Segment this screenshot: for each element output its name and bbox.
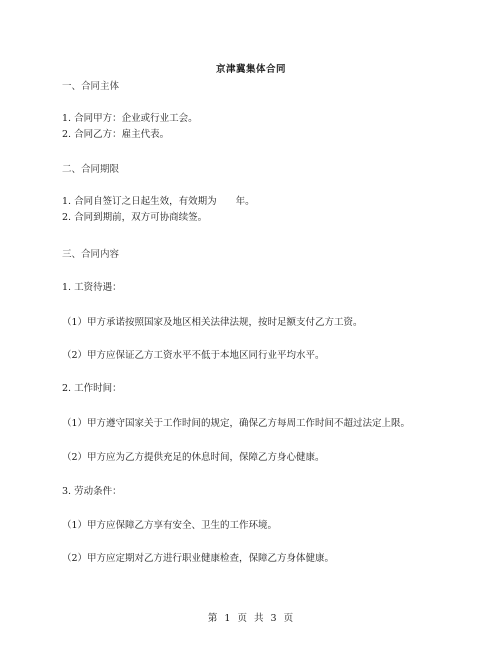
party-b-line: 2. 合同乙方：雇主代表。 (62, 129, 170, 140)
party-a-line: 1. 合同甲方：企业或行业工会。 (62, 113, 198, 124)
term-renewal-line: 2. 合同到期前，双方可协商续签。 (62, 212, 208, 223)
document-title: 京津冀集体合同 (215, 64, 286, 75)
working-hours-item-2: （2）甲方应为乙方提供充足的休息时间，保障乙方身心健康。 (62, 452, 325, 463)
term-validity-line: 1. 合同自签订之日起生效，有效期为 年。 (62, 196, 255, 207)
wages-heading: 1. 工资待遇： (62, 282, 122, 293)
page-number-footer: 第 1 页 共 3 页 (207, 613, 295, 624)
working-hours-item-1: （1）甲方遵守国家关于工作时间的规定，确保乙方每周工作时间不超过法定上限。 (62, 418, 411, 429)
section-heading-parties: 一、合同主体 (62, 81, 120, 92)
labor-conditions-heading: 3. 劳动条件： (62, 486, 122, 497)
labor-conditions-item-1: （1）甲方应保障乙方享有安全、卫生的工作环境。 (62, 520, 278, 531)
wages-item-1: （1）甲方承诺按照国家及地区相关法律法规，按时足额支付乙方工资。 (62, 317, 363, 328)
working-hours-heading: 2. 工作时间： (62, 383, 122, 394)
labor-conditions-item-2: （2）甲方应定期对乙方进行职业健康检查，保障乙方身体健康。 (62, 553, 335, 564)
section-heading-term: 二、合同期限 (62, 164, 120, 175)
wages-item-2: （2）甲方应保证乙方工资水平不低于本地区同行业平均水平。 (62, 350, 325, 361)
section-heading-content: 三、合同内容 (62, 249, 120, 260)
